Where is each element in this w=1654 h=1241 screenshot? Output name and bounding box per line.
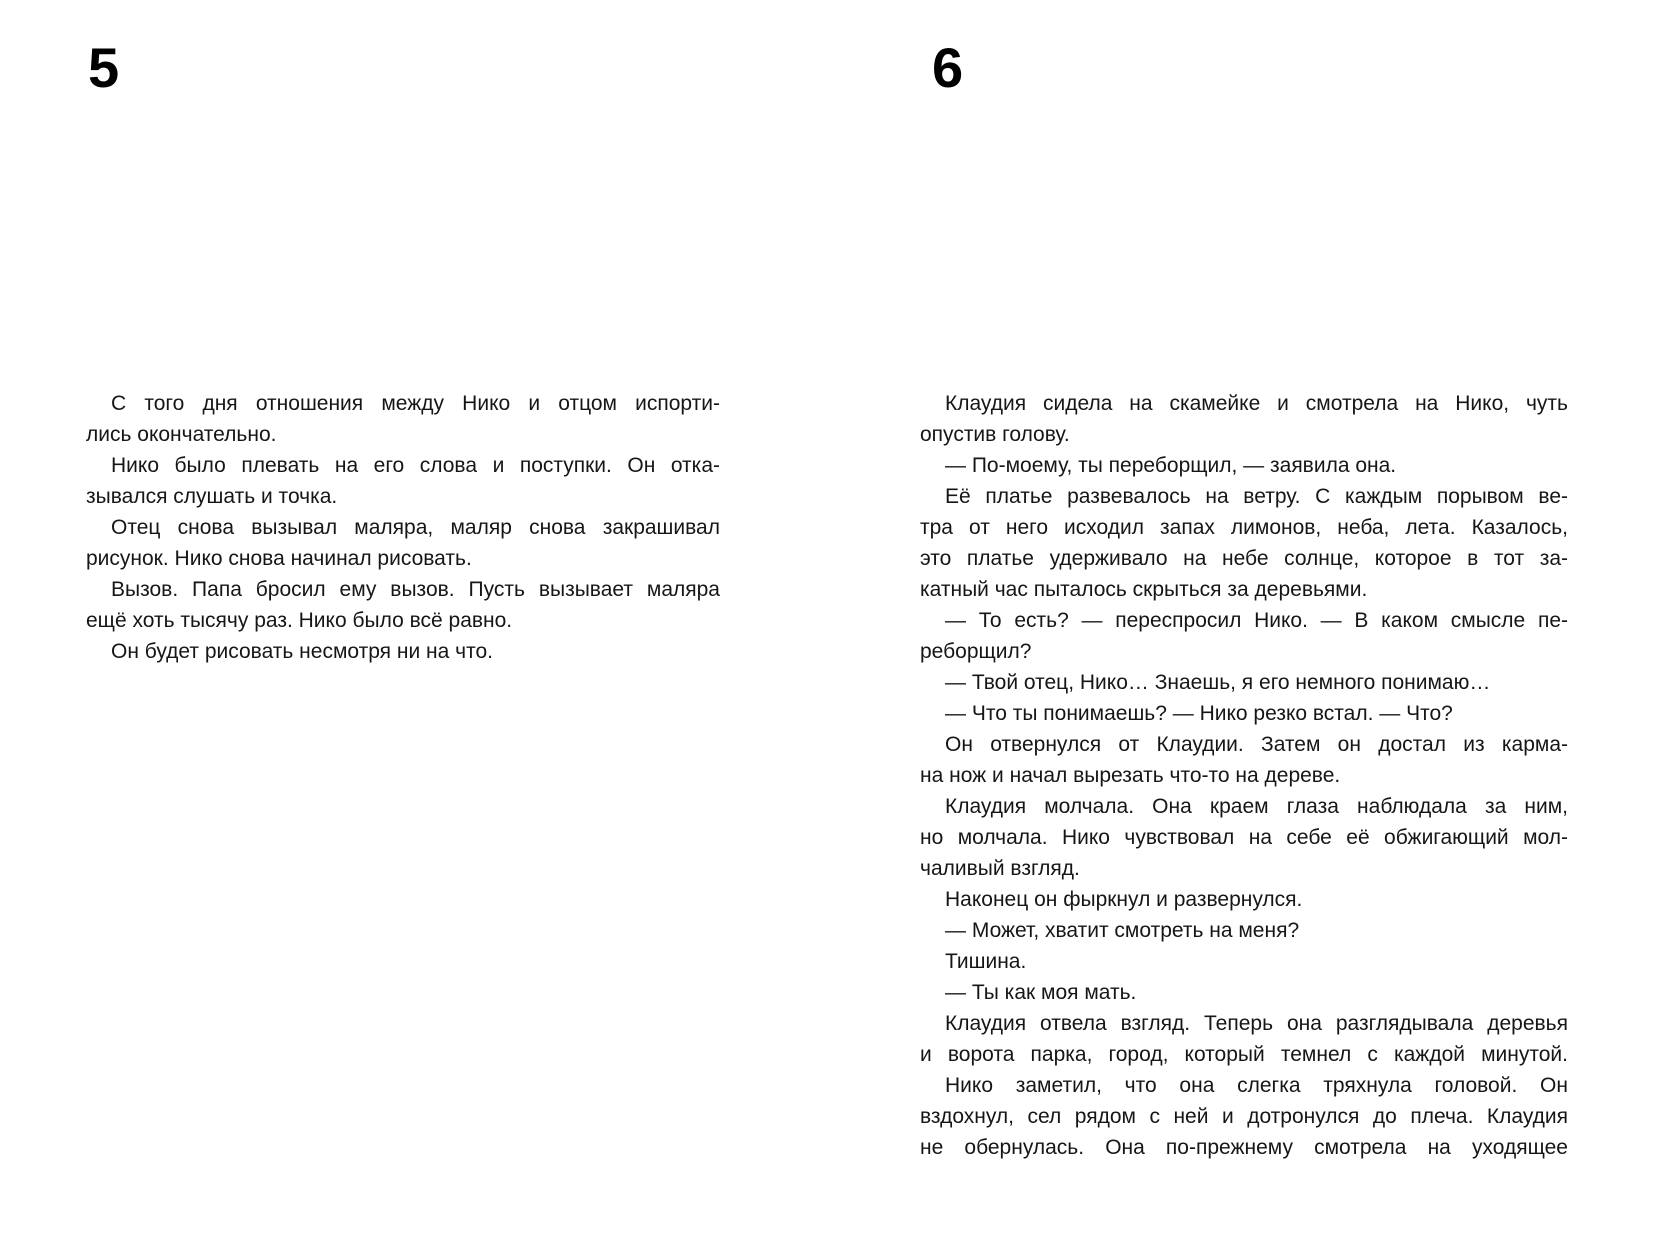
right-page-number: 6 [932,36,964,99]
text-line: Тишина. [945,950,1027,973]
text-line: лись окончательно. [86,423,277,446]
text-line: — Может, хватит смотреть на меня? [945,919,1300,942]
text-line: чаливый взгляд. [920,857,1080,880]
text-line: рисунок. Нико снова начинал рисовать. [86,547,472,570]
text-line: реборщил? [920,640,1032,663]
text-line: Вызов. Папа бросил ему вызов. Пусть вызывает маляра [111,578,720,601]
text-line: зывался слушать и точка. [86,485,338,508]
text-line: и ворота парка, город, который темнел с каждой минутой. [920,1043,1568,1066]
text-line: Он будет рисовать несмотря ни на что. [111,640,493,663]
text-line: С того дня отношения между Нико и отцом испорти- [111,392,720,415]
text-line: — Ты как моя мать. [945,981,1137,1004]
text-line: но молчала. Нико чувствовал на себе её обжигающий мол- [920,826,1568,849]
text-line: Отец снова вызывал маляра, маляр снова закрашивал [111,516,720,539]
text-line: Нико было плевать на его слова и поступки. Он отка- [111,454,720,477]
text-line: тра от него исходил запах лимонов, неба, лета. Казалось, [920,516,1568,539]
text-line: на нож и начал вырезать что-то на дереве. [920,764,1341,787]
text-line: — Твой отец, Нико… Знаешь, я его немного понимаю… [945,671,1491,694]
text-line: — По-моему, ты переборщил, — заявила она. [945,454,1397,477]
left-page-number: 5 [88,36,120,99]
text-line: Клаудия молчала. Она краем глаза наблюдала за ним, [945,795,1568,818]
text-line: Клаудия отвела взгляд. Теперь она разглядывала деревья [945,1012,1568,1035]
text-line: Он отвернулся от Клаудии. Затем он достал из карма- [945,733,1568,756]
text-line: — Что ты понимаешь? — Нико резко встал. — Что? [945,702,1453,725]
left-page-text [86,388,720,667]
text-line: Нико заметил, что она слегка тряхнула головой. Он [945,1074,1568,1097]
right-page-text [920,388,1568,1163]
text-line: катный час пыталось скрыться за деревьями. [920,578,1368,601]
text-line: вздохнул, сел рядом с ней и дотронулся до плеча. Клаудия [920,1105,1568,1128]
text-line: не обернулась. Она по-прежнему смотрела на уходящее [920,1136,1568,1159]
text-line: Клаудия сидела на скамейке и смотрела на Нико, чуть [945,392,1568,415]
text-line: ещё хоть тысячу раз. Нико было всё равно. [86,609,513,632]
text-line: — То есть? — переспросил Нико. — В каком смысле пе- [945,609,1568,632]
text-line: Наконец он фыркнул и развернулся. [945,888,1303,911]
text-line: Её платье развевалось на ветру. С каждым порывом ве- [945,485,1568,508]
text-line: опустив голову. [920,423,1070,446]
text-line: это платье удерживало на небе солнце, которое в тот за- [920,547,1568,570]
